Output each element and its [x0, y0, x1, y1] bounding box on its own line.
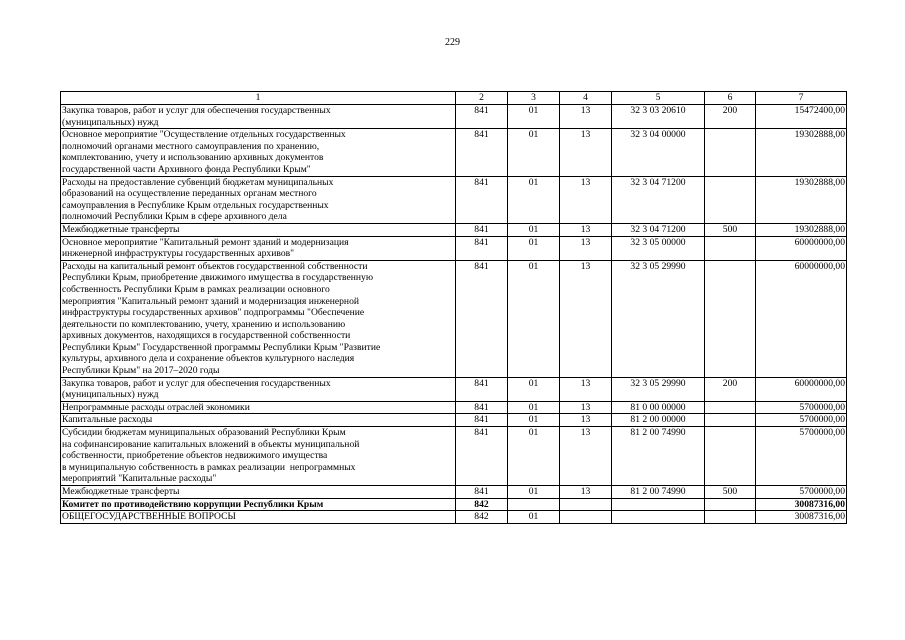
section-code-cell: 01	[508, 486, 560, 499]
expense-type-cell	[705, 176, 756, 223]
amount-cell: 30087316,00	[756, 498, 847, 511]
expense-type-cell: 500	[705, 223, 756, 236]
description-cell: Межбюджетные трансферты	[61, 223, 456, 236]
amount-cell: 5700000,00	[756, 414, 847, 427]
target-article-cell	[612, 511, 705, 524]
column-number: 3	[508, 92, 560, 105]
column-number: 6	[705, 92, 756, 105]
budget-table-body	[61, 92, 847, 524]
section-code-cell: 01	[508, 377, 560, 401]
subsection-code-cell	[560, 498, 612, 511]
subsection-code-cell: 13	[560, 105, 612, 129]
target-article-cell	[612, 498, 705, 511]
table-row	[61, 223, 847, 236]
ministry-code-cell: 841	[456, 105, 508, 129]
table-row	[61, 498, 847, 511]
description-cell: ОБЩЕГОСУДАРСТВЕННЫЕ ВОПРОСЫ	[61, 511, 456, 524]
ministry-code-cell: 842	[456, 498, 508, 511]
page-number: 229	[445, 37, 460, 48]
amount-cell: 60000000,00	[756, 236, 847, 260]
section-code-cell: 01	[508, 511, 560, 524]
description-cell: Расходы на капитальный ремонт объектов государственной собственности Республики Крым, приобретение движимого имущества в государственную собственность Республики Крым в рамках реализации основного мероприятия "Капитальный ремонт зданий и модернизация инженерной инфраструктуры государственных архивов" подпрограммы "Обеспечение деятельности по комплектованию, учету, хранению и использованию архивных документов, находящихся в государственной собственности Республики Крым" Государственной программы Республики Крым "Развитие культуры, архивного дела и сохранение объектов культурного наследия Республики Крым" на 2017–2020 годы	[61, 260, 456, 377]
table-row	[61, 401, 847, 414]
target-article-cell: 32 3 04 71200	[612, 176, 705, 223]
section-code-cell: 01	[508, 401, 560, 414]
table-row	[61, 427, 847, 486]
description-cell: Основное мероприятие "Осуществление отдельных государственных полномочий органами местного самоуправления по хранению, комплектованию, учету и использованию архивных документов государственной части Архивного фонда Республики Крым"	[61, 129, 456, 176]
description-cell: Непрограммные расходы отраслей экономики	[61, 401, 456, 414]
target-article-cell: 81 2 00 74990	[612, 427, 705, 486]
table-row	[61, 129, 847, 176]
ministry-code-cell: 841	[456, 236, 508, 260]
section-code-cell: 01	[508, 105, 560, 129]
section-code-cell: 01	[508, 236, 560, 260]
column-number: 4	[560, 92, 612, 105]
target-article-cell: 32 3 04 71200	[612, 223, 705, 236]
target-article-cell: 81 0 00 00000	[612, 401, 705, 414]
description-cell: Комитет по противодействию коррупции Республики Крым	[61, 498, 456, 511]
expense-type-cell	[705, 498, 756, 511]
expense-type-cell	[705, 236, 756, 260]
expense-type-cell	[705, 401, 756, 414]
budget-table	[60, 91, 847, 524]
description-cell: Расходы на предоставление субвенций бюджетам муниципальных образований на осуществление переданных органам местного самоуправления в Республике Крым отдельных государственных полномочий Республики Крым в сфере архивного дела	[61, 176, 456, 223]
target-article-cell: 32 3 03 20610	[612, 105, 705, 129]
target-article-cell: 32 3 05 00000	[612, 236, 705, 260]
description-cell: Закупка товаров, работ и услуг для обеспечения государственных (муниципальных) нужд	[61, 105, 456, 129]
ministry-code-cell: 841	[456, 486, 508, 499]
amount-cell: 19302888,00	[756, 176, 847, 223]
description-cell: Субсидии бюджетам муниципальных образований Республики Крым на софинансирование капитальных вложений в объекты муниципальной собственности, приобретение объектов недвижимого имущества в муниципальную собственность в рамках реализации непрограммных мероприятий "Капитальные расходы"	[61, 427, 456, 486]
expense-type-cell	[705, 414, 756, 427]
amount-cell: 60000000,00	[756, 260, 847, 377]
amount-cell: 19302888,00	[756, 129, 847, 176]
table-row	[61, 260, 847, 377]
target-article-cell: 32 3 04 00000	[612, 129, 705, 176]
section-code-cell: 01	[508, 223, 560, 236]
subsection-code-cell: 13	[560, 427, 612, 486]
ministry-code-cell: 841	[456, 260, 508, 377]
subsection-code-cell: 13	[560, 260, 612, 377]
amount-cell: 15472400,00	[756, 105, 847, 129]
section-code-cell: 01	[508, 414, 560, 427]
subsection-code-cell: 13	[560, 223, 612, 236]
expense-type-cell	[705, 427, 756, 486]
target-article-cell: 81 2 00 00000	[612, 414, 705, 427]
subsection-code-cell: 13	[560, 486, 612, 499]
ministry-code-cell: 841	[456, 401, 508, 414]
table-row	[61, 236, 847, 260]
table-row	[61, 377, 847, 401]
column-number: 7	[756, 92, 847, 105]
column-number: 2	[456, 92, 508, 105]
description-cell: Основное мероприятие "Капитальный ремонт зданий и модернизация инженерной инфраструктуры государственных архивов"	[61, 236, 456, 260]
expense-type-cell: 200	[705, 105, 756, 129]
table-row	[61, 176, 847, 223]
section-code-cell: 01	[508, 176, 560, 223]
section-code-cell: 01	[508, 427, 560, 486]
section-code-cell: 01	[508, 129, 560, 176]
amount-cell: 5700000,00	[756, 401, 847, 414]
amount-cell: 60000000,00	[756, 377, 847, 401]
column-number: 5	[612, 92, 705, 105]
amount-cell: 19302888,00	[756, 223, 847, 236]
ministry-code-cell: 841	[456, 129, 508, 176]
table-row	[61, 105, 847, 129]
subsection-code-cell: 13	[560, 377, 612, 401]
section-code-cell: 01	[508, 260, 560, 377]
table-row	[61, 486, 847, 499]
ministry-code-cell: 841	[456, 223, 508, 236]
column-number-row	[61, 92, 847, 105]
ministry-code-cell: 841	[456, 427, 508, 486]
description-cell: Межбюджетные трансферты	[61, 486, 456, 499]
target-article-cell: 32 3 05 29990	[612, 260, 705, 377]
table-row	[61, 511, 847, 524]
amount-cell: 5700000,00	[756, 486, 847, 499]
description-cell: Закупка товаров, работ и услуг для обеспечения государственных (муниципальных) нужд	[61, 377, 456, 401]
expense-type-cell	[705, 260, 756, 377]
subsection-code-cell: 13	[560, 129, 612, 176]
target-article-cell: 32 3 05 29990	[612, 377, 705, 401]
column-number: 1	[61, 92, 456, 105]
amount-cell: 30087316,00	[756, 511, 847, 524]
subsection-code-cell: 13	[560, 401, 612, 414]
section-code-cell	[508, 498, 560, 511]
subsection-code-cell: 13	[560, 236, 612, 260]
ministry-code-cell: 841	[456, 414, 508, 427]
expense-type-cell: 500	[705, 486, 756, 499]
subsection-code-cell: 13	[560, 176, 612, 223]
ministry-code-cell: 841	[456, 377, 508, 401]
table-row	[61, 414, 847, 427]
subsection-code-cell	[560, 511, 612, 524]
amount-cell: 5700000,00	[756, 427, 847, 486]
expense-type-cell: 200	[705, 377, 756, 401]
ministry-code-cell: 842	[456, 511, 508, 524]
subsection-code-cell: 13	[560, 414, 612, 427]
expense-type-cell	[705, 511, 756, 524]
description-cell: Капитальные расходы	[61, 414, 456, 427]
target-article-cell: 81 2 00 74990	[612, 486, 705, 499]
expense-type-cell	[705, 129, 756, 176]
ministry-code-cell: 841	[456, 176, 508, 223]
